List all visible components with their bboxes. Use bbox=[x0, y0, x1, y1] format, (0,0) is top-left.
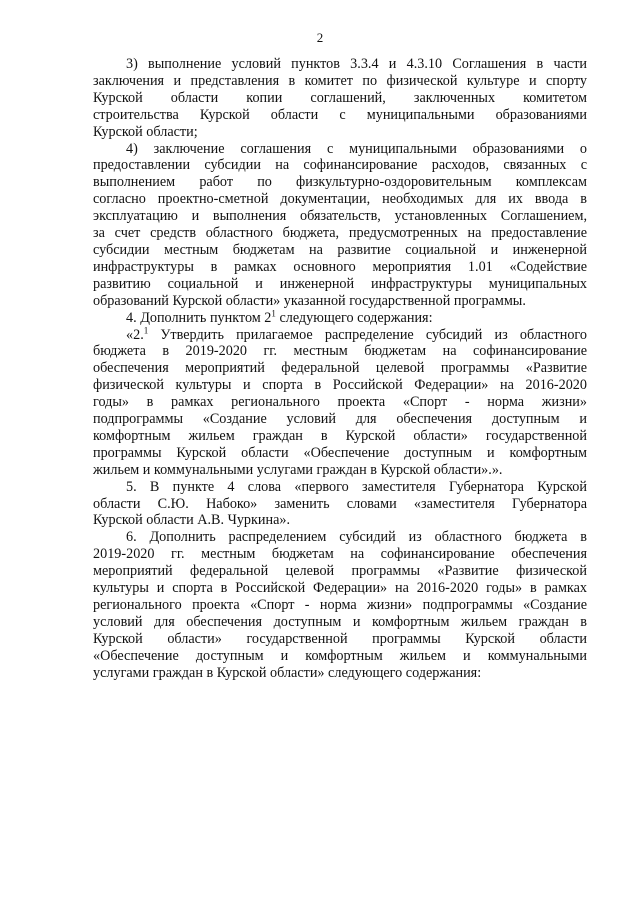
text-line: комфортным жильем граждан в Курской области» государственной bbox=[93, 427, 587, 444]
text-line: области С.Ю. Набоко» заменить словами «заместителя Губернатора bbox=[93, 495, 587, 512]
text-line: Курской области; bbox=[93, 123, 198, 140]
text-segment: 4. Дополнить пунктом 2 bbox=[126, 309, 272, 326]
text-line bbox=[93, 324, 587, 344]
text-line: за счет средств областного бюджета, предусмотренных на предоставление bbox=[93, 225, 587, 242]
text-line: бюджета в 2019-2020 гг. местным бюджетам на софинансирование bbox=[93, 343, 587, 360]
text-line: Курской области» государственной программы Курской области bbox=[93, 630, 587, 647]
text-line: «Обеспечение доступным и комфортным жильем и коммунальными bbox=[93, 647, 587, 664]
text-line: годы» в рамках регионального проекта «Спорт - норма жизни» bbox=[93, 394, 587, 411]
text-line: обеспечения мероприятий федеральной целевой программы «Развитие bbox=[93, 360, 587, 377]
text-line: предоставлении субсидии на софинансирование расходов, связанных с bbox=[93, 157, 587, 174]
text-line: согласно проектно-сметной документации, необходимых для их ввода в bbox=[93, 191, 587, 208]
paragraph-item-3 bbox=[93, 56, 587, 141]
text-line: инфраструктуры в рамках основного мероприятия 1.01 «Содействие bbox=[93, 258, 587, 275]
text-line: выполнением работ по физкультурно-оздоровительным комплексам bbox=[93, 174, 587, 191]
text-line: программы Курской области «Обеспечение доступным и комфортным bbox=[93, 444, 587, 461]
text-segment: «2. bbox=[126, 326, 144, 343]
text-line: услугами граждан в Курской области» следующего содержания: bbox=[93, 664, 482, 681]
text-line bbox=[93, 307, 587, 327]
superscript: 1 bbox=[143, 324, 149, 335]
text-line: заключения и представления в комитет по физической культуре и спорту bbox=[93, 72, 587, 89]
text-line: подпрограммы «Создание условий для обеспечения доступным и bbox=[93, 411, 587, 428]
text-line: регионального проекта «Спорт - норма жизни» подпрограммы «Создание bbox=[93, 597, 587, 613]
text-line: 5. В пункте 4 слова «первого заместителя Губернатора Курской bbox=[126, 478, 587, 495]
text-line: жильем и коммунальными услугами граждан в Курской области».». bbox=[93, 461, 503, 478]
text-line: развитию социальной и инженерной инфраструктуры муниципальных bbox=[93, 275, 587, 292]
text-line: условий для обеспечения доступным и комфортным жильем граждан в bbox=[93, 613, 587, 630]
paragraph-item-4 bbox=[93, 141, 587, 310]
superscript: 1 bbox=[271, 307, 276, 318]
text-line: физической культуры и спорта в Российской Федерации» на 2016-2020 bbox=[93, 377, 587, 394]
text-line: 3) выполнение условий пунктов 3.3.4 и 4.3.10 Соглашения в части bbox=[126, 56, 587, 72]
paragraph-amendment-4 bbox=[93, 307, 587, 327]
document-body bbox=[93, 56, 587, 682]
text-segment: следующего содержания: bbox=[275, 309, 433, 326]
paragraph-amendment-6 bbox=[93, 529, 587, 681]
text-line: эксплуатацию и выполнения обязательств, установленных Соглашением, bbox=[93, 208, 587, 225]
paragraph-quote-2-1 bbox=[93, 324, 587, 479]
text-line: 2019-2020 гг. местным бюджетам на софинансирование обеспечения bbox=[93, 546, 587, 563]
text-line: 4) заключение соглашения с муниципальными образованиями о bbox=[126, 140, 587, 157]
text-line: строительства Курской области с муниципальными образованиями bbox=[93, 106, 587, 123]
text-line: 6. Дополнить распределением субсидий из областного бюджета в bbox=[126, 529, 587, 546]
text-line: субсидии местным бюджетам на развитие социальной и инженерной bbox=[93, 241, 587, 258]
text-segment: Утвердить прилагаемое распределение субсидий из областного bbox=[148, 326, 587, 343]
page-number: 2 bbox=[316, 30, 324, 45]
text-line: образований Курской области» указанной государственной программы. bbox=[93, 292, 526, 309]
text-line: Курской области копии соглашений, заключенных комитетом bbox=[93, 89, 587, 106]
paragraph-amendment-5 bbox=[93, 479, 587, 530]
text-line: культуры и спорта в Российской Федерации» на 2016-2020 годы» в рамках bbox=[93, 580, 587, 597]
text-line: мероприятий федеральной целевой программы «Развитие физической bbox=[93, 563, 587, 580]
text-line: Курской области А.В. Чуркина». bbox=[93, 512, 291, 529]
